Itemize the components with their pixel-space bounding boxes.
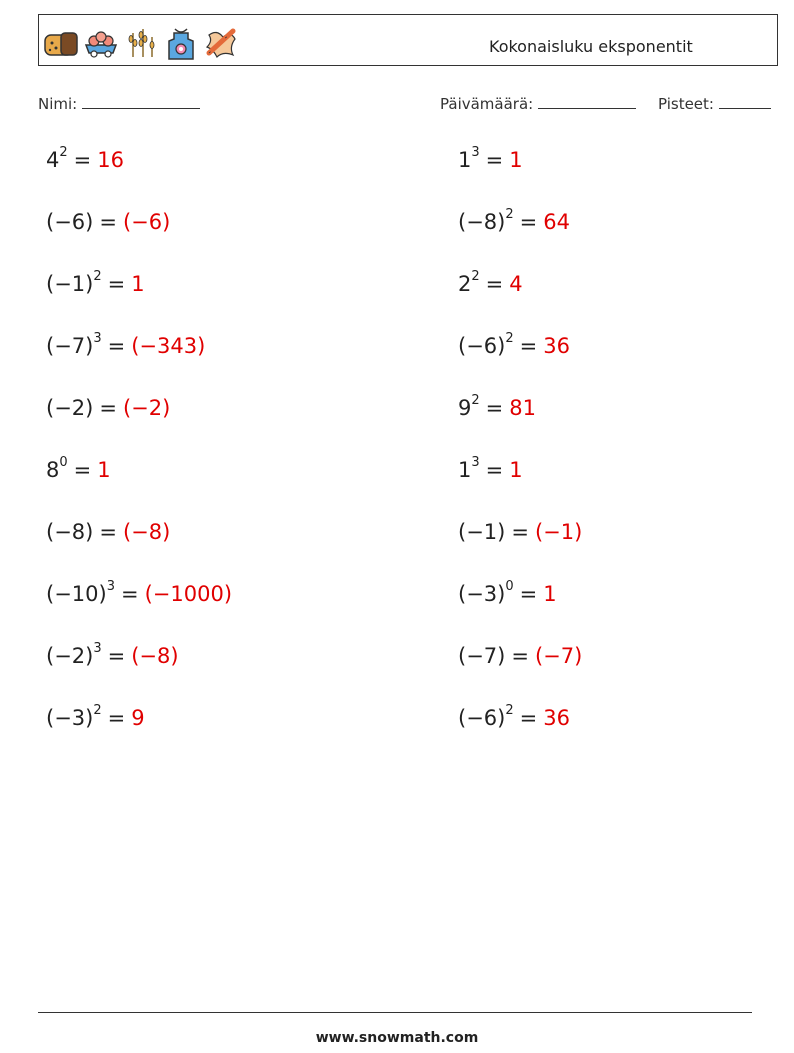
problem-base: (−10) — [46, 582, 107, 606]
problem-exponent: 2 — [471, 393, 480, 408]
problem-answer: 36 — [543, 334, 570, 358]
problem-exponent: 3 — [93, 331, 102, 346]
header-icons — [43, 23, 239, 63]
problem-answer: 1 — [131, 272, 145, 296]
problem-base: 8 — [46, 458, 60, 482]
problem-exponent: 3 — [471, 145, 480, 160]
problem-base: (−6) — [458, 706, 506, 730]
equals-sign: = — [99, 396, 117, 420]
problem-base: (−1) — [458, 520, 506, 544]
problem-answer: (−343) — [131, 334, 206, 358]
problem-exponent: 2 — [505, 207, 514, 222]
problem-item — [46, 396, 170, 420]
problem-answer: (−1) — [534, 520, 583, 544]
equals-sign: = — [73, 148, 92, 172]
footer-divider — [38, 1012, 752, 1013]
worksheet-title: Kokonaisluku eksponentit — [489, 37, 693, 56]
problem-item — [46, 641, 179, 668]
problem-answer: 1 — [509, 458, 523, 482]
equals-sign: = — [99, 520, 117, 544]
problem-base: 9 — [458, 396, 472, 420]
problem-exponent: 2 — [59, 145, 68, 160]
problem-answer: (−2) — [122, 396, 171, 420]
problem-base: (−2) — [46, 644, 94, 668]
problem-base: 1 — [458, 458, 472, 482]
problem-answer: 81 — [509, 396, 536, 420]
problem-base: 2 — [458, 272, 472, 296]
equals-sign: = — [485, 396, 504, 420]
problem-exponent: 2 — [505, 331, 514, 346]
equals-sign: = — [485, 148, 504, 172]
problem-answer: 1 — [509, 148, 523, 172]
problem-base: (−6) — [458, 334, 506, 358]
problem-answer: 64 — [543, 210, 570, 234]
cookie-tray-icon — [83, 25, 119, 61]
problem-exponent: 0 — [59, 455, 68, 470]
equals-sign: = — [485, 458, 504, 482]
problem-item — [46, 145, 124, 172]
problem-exponent: 3 — [471, 455, 480, 470]
score-field[interactable] — [658, 94, 771, 113]
problem-answer: (−7) — [534, 644, 583, 668]
equals-sign: = — [519, 210, 538, 234]
problem-base: (−8) — [46, 520, 94, 544]
equals-sign: = — [107, 334, 126, 358]
problem-item — [458, 455, 523, 482]
problem-item — [458, 520, 582, 544]
problem-item — [46, 269, 145, 296]
equals-sign: = — [73, 458, 92, 482]
problem-exponent: 3 — [93, 641, 102, 656]
name-field[interactable] — [38, 94, 200, 113]
score-label: Pisteet: — [658, 95, 714, 113]
problem-answer: 1 — [97, 458, 111, 482]
problem-answer: 16 — [97, 148, 124, 172]
rolling-pin-icon — [203, 25, 239, 61]
problem-base: (−8) — [458, 210, 506, 234]
problem-answer: (−1000) — [144, 582, 233, 606]
problem-item — [46, 455, 111, 482]
problem-answer: 36 — [543, 706, 570, 730]
problem-exponent: 2 — [93, 703, 102, 718]
equals-sign: = — [519, 706, 538, 730]
problem-exponent: 3 — [106, 579, 115, 594]
equals-sign: = — [107, 706, 126, 730]
bread-icon — [43, 25, 79, 61]
problem-base: (−1) — [46, 272, 94, 296]
problem-exponent: 2 — [505, 703, 514, 718]
problem-item — [458, 393, 536, 420]
equals-sign: = — [107, 272, 126, 296]
problem-item — [46, 331, 206, 358]
problem-item — [46, 579, 233, 606]
problem-item — [458, 644, 582, 668]
equals-sign: = — [107, 644, 126, 668]
problem-base: (−7) — [46, 334, 94, 358]
problem-item — [458, 145, 523, 172]
problem-base: (−7) — [458, 644, 506, 668]
equals-sign: = — [511, 520, 529, 544]
score-blank[interactable] — [719, 94, 771, 109]
problem-item — [46, 703, 145, 730]
name-label: Nimi: — [38, 95, 78, 113]
problem-exponent: 2 — [93, 269, 102, 284]
problem-answer: 1 — [543, 582, 557, 606]
problem-answer: (−8) — [131, 644, 179, 668]
equals-sign: = — [519, 334, 538, 358]
problem-exponent: 0 — [505, 579, 514, 594]
equals-sign: = — [99, 210, 117, 234]
apron-icon — [163, 25, 199, 61]
problem-base: (−3) — [46, 706, 94, 730]
problem-item — [458, 207, 570, 234]
problem-answer: 4 — [509, 272, 523, 296]
problem-item — [458, 579, 557, 606]
problem-item — [46, 520, 170, 544]
equals-sign: = — [511, 644, 529, 668]
problem-item — [458, 703, 570, 730]
date-label: Päivämäärä: — [440, 95, 534, 113]
equals-sign: = — [120, 582, 139, 606]
name-blank[interactable] — [82, 94, 200, 109]
problem-answer: (−6) — [122, 210, 171, 234]
problem-item — [46, 210, 170, 234]
problem-answer: (−8) — [122, 520, 171, 544]
problem-base: 1 — [458, 148, 472, 172]
problem-item — [458, 269, 523, 296]
problem-exponent: 2 — [471, 269, 480, 284]
problem-base: (−2) — [46, 396, 94, 420]
worksheet-header — [38, 14, 778, 66]
problem-answer: 9 — [131, 706, 145, 730]
date-blank[interactable] — [538, 94, 636, 109]
footer-url: www.snowmath.com — [315, 1030, 479, 1046]
problem-base: (−6) — [46, 210, 94, 234]
wheat-icon — [123, 25, 159, 61]
date-field[interactable] — [440, 94, 636, 113]
equals-sign: = — [519, 582, 538, 606]
problem-base: (−3) — [458, 582, 506, 606]
equals-sign: = — [485, 272, 504, 296]
problem-item — [458, 331, 570, 358]
problem-base: 4 — [46, 148, 60, 172]
